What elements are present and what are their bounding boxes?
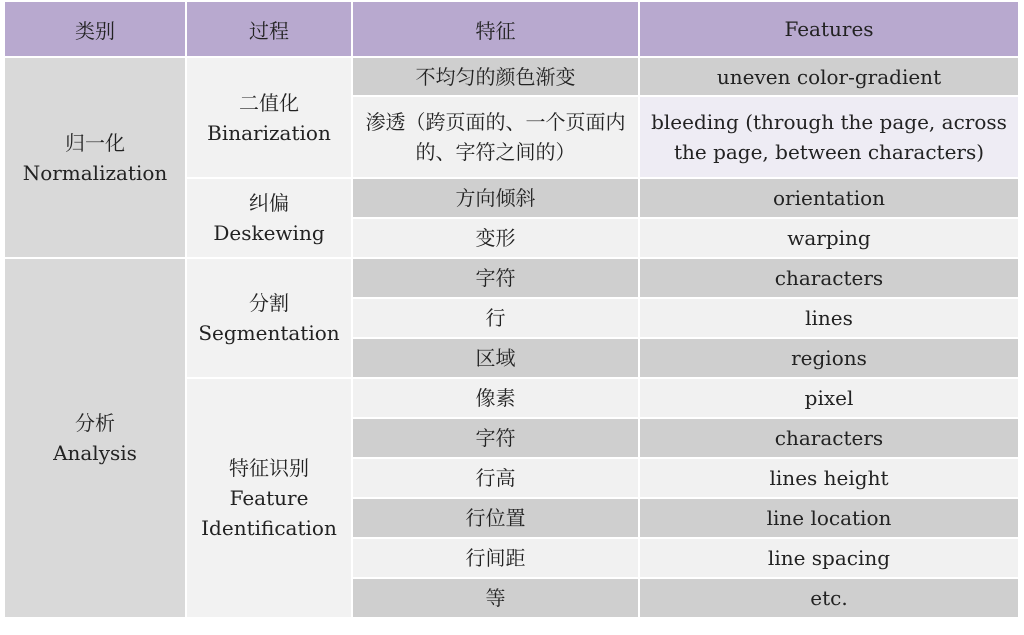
header-feature-en: Features	[639, 1, 1019, 57]
process-label-zh: 分割	[249, 291, 289, 315]
process-label-zh: 纠偏	[249, 191, 289, 215]
feature-cell-en: orientation	[639, 178, 1019, 218]
feature-cell-zh: 行	[352, 298, 639, 338]
category-label-en: Analysis	[53, 441, 137, 465]
header-row	[4, 1, 1019, 57]
feature-cell-en: characters	[639, 258, 1019, 298]
header-process: 过程	[186, 1, 352, 57]
process-binarization	[186, 57, 352, 178]
feature-cell-zh: 字符	[352, 258, 639, 298]
feature-cell-en: line spacing	[639, 538, 1019, 578]
feature-cell-zh: 不均匀的颜色渐变	[352, 57, 639, 96]
process-label-en: Binarization	[207, 120, 331, 145]
feature-table-container	[3, 0, 1018, 619]
process-label-en: Segmentation	[198, 321, 340, 345]
process-feature-identification	[186, 378, 352, 618]
feature-cell-zh: 字符	[352, 418, 639, 458]
process-deskewing	[186, 178, 352, 258]
feature-cell-zh: 等	[352, 578, 639, 618]
header-category: 类别	[4, 1, 186, 57]
process-segmentation	[186, 258, 352, 378]
category-label-zh: 归一化	[65, 130, 125, 155]
feature-cell-en: line location	[639, 498, 1019, 538]
feature-cell-en: warping	[639, 218, 1019, 258]
category-label-en: Normalization	[22, 160, 168, 185]
feature-cell-zh: 方向倾斜	[352, 178, 639, 218]
process-label-zh: 特征识别	[229, 456, 309, 480]
table-row	[4, 57, 1019, 96]
category-label-zh: 分析	[75, 411, 115, 435]
category-normalization	[4, 57, 186, 258]
process-label-zh: 二值化	[239, 90, 299, 115]
feature-table	[3, 0, 1020, 619]
process-label-en: Deskewing	[213, 221, 325, 245]
feature-cell-en: regions	[639, 338, 1019, 378]
table-row	[4, 258, 1019, 298]
feature-cell-zh: 行位置	[352, 498, 639, 538]
category-analysis	[4, 258, 186, 618]
process-label-en: Feature Identification	[201, 486, 337, 540]
feature-cell-zh: 行高	[352, 458, 639, 498]
feature-cell-zh: 像素	[352, 378, 639, 418]
feature-cell-zh: 行间距	[352, 538, 639, 578]
feature-cell-en: bleeding (through the page, across the page, between characters)	[639, 96, 1019, 178]
feature-cell-en: lines height	[639, 458, 1019, 498]
feature-cell-en: pixel	[639, 378, 1019, 418]
feature-cell-zh: 变形	[352, 218, 639, 258]
feature-cell-zh: 区域	[352, 338, 639, 378]
feature-cell-en: lines	[639, 298, 1019, 338]
feature-cell-en: etc.	[639, 578, 1019, 618]
header-feature-zh: 特征	[352, 1, 639, 57]
feature-cell-en: uneven color-gradient	[639, 57, 1019, 96]
feature-cell-zh: 渗透（跨页面的、一个页面内的、字符之间的）	[352, 96, 639, 178]
feature-cell-en: characters	[639, 418, 1019, 458]
